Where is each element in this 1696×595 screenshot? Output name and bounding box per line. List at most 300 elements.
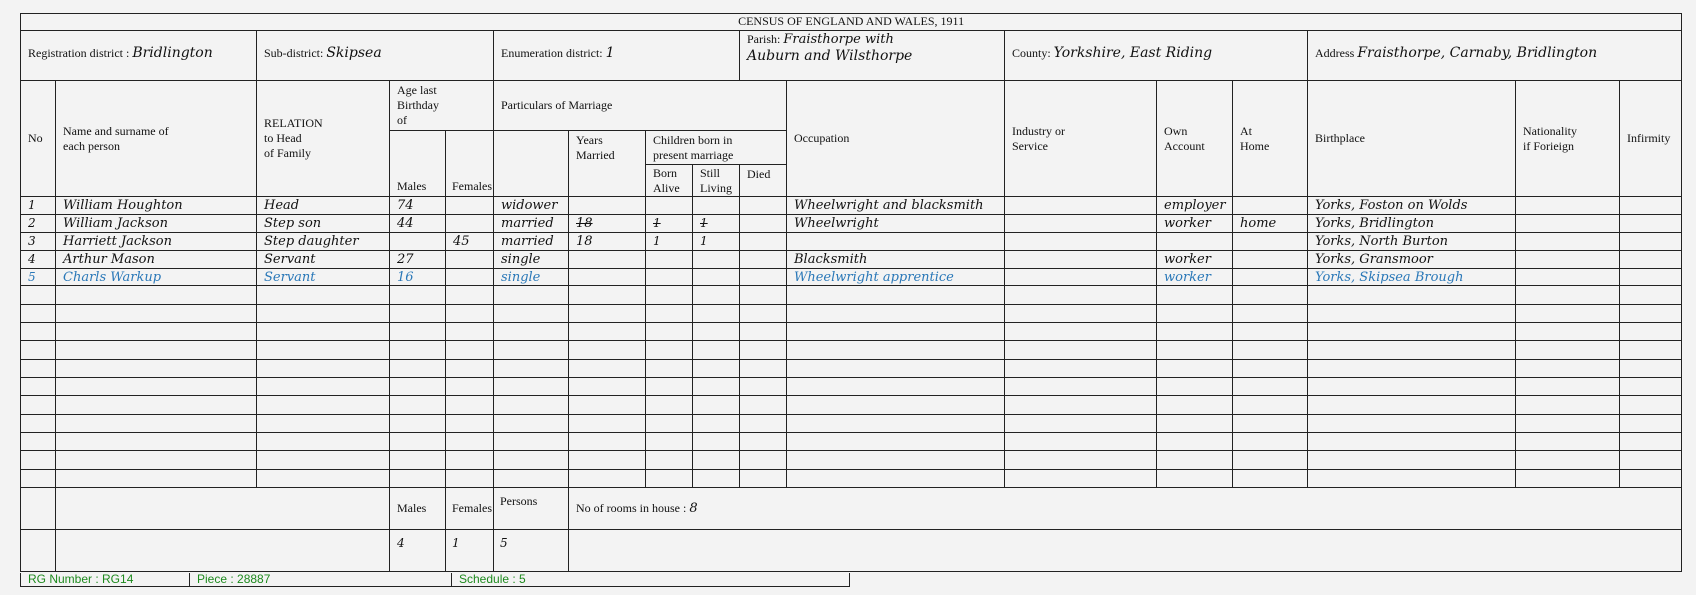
empty-cell [646, 341, 693, 359]
empty-cell [569, 451, 646, 469]
table-row [21, 250, 1682, 268]
empty-cell [1233, 414, 1308, 432]
cell-years-married: 18 [569, 215, 646, 233]
cell-female-age [446, 268, 494, 286]
cell-years-married [569, 250, 646, 268]
cell-birthplace: Yorks, Bridlington [1308, 215, 1516, 233]
empty-cell [257, 378, 390, 396]
empty-cell [1157, 451, 1233, 469]
cell-female-age [446, 215, 494, 233]
header-still-line2: Living [700, 180, 732, 195]
cell-died [740, 268, 787, 286]
empty-cell [1620, 304, 1682, 322]
empty-cell [390, 451, 446, 469]
cell-nationality [1516, 268, 1620, 286]
empty-cell [56, 469, 257, 487]
empty-cell [693, 451, 740, 469]
header-born-alive [646, 164, 693, 196]
cell-birthplace: Yorks, Skipsea Brough [1308, 268, 1516, 286]
empty-cell [21, 451, 56, 469]
empty-cell [1620, 286, 1682, 304]
cell-no: 3 [21, 233, 56, 251]
address-label: Address [1315, 45, 1355, 60]
header-nationality-line1: Nationality [1523, 123, 1577, 138]
cell-nationality [1516, 215, 1620, 233]
header-name [56, 81, 257, 197]
summary-males-label: Males [390, 488, 446, 530]
empty-cell [257, 304, 390, 322]
empty-cell [1157, 378, 1233, 396]
county-cell [1005, 30, 1308, 80]
empty-row [21, 396, 1682, 414]
cell-at-home [1233, 233, 1308, 251]
empty-cell [390, 323, 446, 341]
empty-cell [740, 414, 787, 432]
empty-cell [1620, 323, 1682, 341]
empty-cell [446, 433, 494, 451]
summary-males-value: 4 [390, 529, 446, 571]
empty-cell [1308, 433, 1516, 451]
cell-no: 4 [21, 250, 56, 268]
cell-occupation: Wheelwright and blacksmith [787, 197, 1005, 215]
sub-district-value: Skipsea [326, 44, 382, 61]
empty-row [21, 433, 1682, 451]
empty-cell [1005, 469, 1157, 487]
header-age [390, 81, 494, 131]
cell-at-home [1233, 250, 1308, 268]
empty-cell [390, 469, 446, 487]
empty-cell [1308, 304, 1516, 322]
empty-cell [646, 378, 693, 396]
empty-cell [1005, 341, 1157, 359]
empty-cell [1005, 286, 1157, 304]
summary-blank [56, 529, 390, 571]
summary-rooms-value: 8 [689, 501, 698, 516]
cell-nationality [1516, 233, 1620, 251]
empty-cell [257, 451, 390, 469]
cell-no: 2 [21, 215, 56, 233]
empty-cell [1005, 414, 1157, 432]
cell-relation: Servant [257, 250, 390, 268]
header-age-line1: Age last [397, 83, 437, 98]
empty-cell [569, 378, 646, 396]
cell-born-alive: 1 [646, 233, 693, 251]
empty-cell [1157, 433, 1233, 451]
empty-cell [446, 414, 494, 432]
empty-cell [390, 286, 446, 304]
rg-number: RG Number : RG14 [28, 572, 134, 586]
cell-industry [1005, 197, 1157, 215]
header-still-line1: Still [700, 165, 721, 180]
cell-at-home: home [1233, 215, 1308, 233]
empty-cell [446, 286, 494, 304]
empty-cell [646, 286, 693, 304]
cell-born-alive: 1 [646, 215, 693, 233]
empty-cell [787, 433, 1005, 451]
empty-row [21, 414, 1682, 432]
summary-row-labels [21, 488, 1682, 530]
summary-blank [569, 529, 1682, 571]
header-industry-line1: Industry or [1012, 123, 1065, 138]
empty-cell [1233, 433, 1308, 451]
cell-still-living: 1 [693, 233, 740, 251]
empty-cell [569, 341, 646, 359]
empty-cell [740, 469, 787, 487]
header-birthplace: Birthplace [1308, 81, 1516, 197]
empty-cell [646, 304, 693, 322]
header-born-line2: Alive [653, 180, 680, 195]
empty-cell [1233, 304, 1308, 322]
empty-cell [693, 396, 740, 414]
cell-infirmity [1620, 250, 1682, 268]
cell-own-account: employer [1157, 197, 1233, 215]
address-cell [1308, 30, 1682, 80]
empty-cell [1620, 469, 1682, 487]
empty-cell [56, 396, 257, 414]
census-form [20, 13, 1682, 572]
empty-cell [56, 304, 257, 322]
empty-cell [1308, 323, 1516, 341]
cell-birthplace: Yorks, North Burton [1308, 233, 1516, 251]
empty-cell [494, 469, 569, 487]
empty-row [21, 286, 1682, 304]
cell-condition: single [494, 268, 569, 286]
empty-cell [693, 378, 740, 396]
empty-cell [257, 341, 390, 359]
empty-cell [787, 378, 1005, 396]
empty-cell [257, 323, 390, 341]
header-died: Died [740, 164, 787, 196]
cell-died [740, 215, 787, 233]
county-label: County: [1012, 45, 1051, 60]
empty-cell [1157, 414, 1233, 432]
header-nationality [1516, 81, 1620, 197]
empty-cell [787, 451, 1005, 469]
empty-cell [1157, 286, 1233, 304]
cell-born-alive [646, 197, 693, 215]
empty-cell [740, 323, 787, 341]
empty-cell [1233, 359, 1308, 377]
empty-cell [1308, 341, 1516, 359]
empty-cell [646, 451, 693, 469]
cell-died [740, 197, 787, 215]
cell-industry [1005, 268, 1157, 286]
empty-cell [646, 359, 693, 377]
empty-cell [1516, 323, 1620, 341]
header-still-living [693, 164, 740, 196]
header-no: No [21, 81, 56, 197]
empty-cell [494, 323, 569, 341]
empty-cell [1516, 286, 1620, 304]
empty-cell [390, 359, 446, 377]
registration-district-label: Registration district : [28, 45, 130, 60]
empty-cell [740, 396, 787, 414]
empty-cell [1516, 433, 1620, 451]
registration-district-value: Bridlington [132, 44, 213, 61]
empty-cell [740, 341, 787, 359]
empty-cell [257, 286, 390, 304]
empty-cell [1005, 323, 1157, 341]
cell-female-age [446, 197, 494, 215]
summary-rooms-cell [569, 488, 1682, 530]
empty-cell [1005, 451, 1157, 469]
empty-cell [21, 378, 56, 396]
empty-cell [56, 341, 257, 359]
header-females: Females [446, 131, 494, 197]
cell-occupation: Wheelwright [787, 215, 1005, 233]
cell-own-account: worker [1157, 250, 1233, 268]
empty-cell [56, 414, 257, 432]
cell-male-age: 44 [390, 215, 446, 233]
empty-cell [1005, 359, 1157, 377]
parish-value-line1: Fraisthorpe with [783, 31, 894, 47]
empty-cell [1516, 378, 1620, 396]
empty-cell [56, 451, 257, 469]
empty-cell [390, 433, 446, 451]
empty-cell [257, 433, 390, 451]
empty-cell [693, 433, 740, 451]
cell-condition: widower [494, 197, 569, 215]
empty-cell [1157, 396, 1233, 414]
header-home-line1: At [1240, 123, 1252, 138]
cell-years-married [569, 197, 646, 215]
empty-cell [257, 359, 390, 377]
empty-cell [1620, 396, 1682, 414]
empty-cell [1233, 469, 1308, 487]
cell-occupation: Blacksmith [787, 250, 1005, 268]
empty-cell [787, 359, 1005, 377]
header-occupation: Occupation [787, 81, 1005, 197]
header-children-line2: present marriage [653, 147, 734, 162]
header-children-line1: Children born in [653, 132, 733, 147]
empty-cell [1005, 433, 1157, 451]
sub-district-cell [257, 30, 494, 80]
header-children [646, 131, 787, 165]
empty-cell [494, 396, 569, 414]
cell-condition: married [494, 233, 569, 251]
cell-own-account [1157, 233, 1233, 251]
empty-row [21, 323, 1682, 341]
cell-died [740, 250, 787, 268]
empty-cell [693, 286, 740, 304]
empty-cell [446, 323, 494, 341]
header-name-line1: Name and surname of [63, 123, 169, 138]
empty-cell [693, 414, 740, 432]
header-marriage: Particulars of Marriage [494, 81, 787, 131]
empty-cell [693, 469, 740, 487]
empty-cell [494, 414, 569, 432]
header-males: Males [390, 131, 446, 197]
cell-died [740, 233, 787, 251]
empty-cell [21, 359, 56, 377]
header-relation [257, 81, 390, 197]
empty-cell [21, 433, 56, 451]
empty-cell [1157, 341, 1233, 359]
empty-cell [1005, 378, 1157, 396]
table-row [21, 233, 1682, 251]
summary-blank [21, 488, 56, 530]
empty-cell [1308, 396, 1516, 414]
cell-own-account: worker [1157, 215, 1233, 233]
empty-row [21, 341, 1682, 359]
header-own-line1: Own [1164, 123, 1188, 138]
cell-years-married [569, 268, 646, 286]
header-industry-line2: Service [1012, 138, 1048, 153]
cell-male-age: 27 [390, 250, 446, 268]
empty-cell [1233, 451, 1308, 469]
empty-cell [693, 359, 740, 377]
empty-cell [21, 304, 56, 322]
header-nationality-line2: if Forieign [1523, 138, 1574, 153]
empty-cell [446, 451, 494, 469]
sub-district-label: Sub-district: [264, 45, 324, 60]
empty-cell [1233, 341, 1308, 359]
address-value: Fraisthorpe, Carnaby, Bridlington [1357, 44, 1598, 61]
empty-cell [494, 433, 569, 451]
empty-cell [740, 304, 787, 322]
empty-cell [569, 433, 646, 451]
empty-cell [740, 433, 787, 451]
empty-cell [1620, 451, 1682, 469]
empty-cell [1157, 304, 1233, 322]
census-title: CENSUS OF ENGLAND AND WALES, 1911 [21, 14, 1682, 31]
summary-blank [21, 529, 56, 571]
empty-cell [1308, 414, 1516, 432]
header-relation-line3: of Family [264, 146, 311, 161]
empty-cell [569, 286, 646, 304]
empty-cell [740, 286, 787, 304]
cell-industry [1005, 215, 1157, 233]
empty-cell [569, 396, 646, 414]
empty-cell [646, 396, 693, 414]
header-industry [1005, 81, 1157, 197]
empty-cell [1516, 304, 1620, 322]
cell-infirmity [1620, 215, 1682, 233]
cell-name: Harriett Jackson [56, 233, 257, 251]
empty-cell [494, 451, 569, 469]
cell-relation: Servant [257, 268, 390, 286]
empty-cell [21, 469, 56, 487]
empty-cell [494, 286, 569, 304]
cell-born-alive [646, 250, 693, 268]
empty-cell [787, 286, 1005, 304]
parish-label: Parish: [747, 31, 781, 46]
cell-no: 5 [21, 268, 56, 286]
empty-cell [494, 359, 569, 377]
cell-name: William Houghton [56, 197, 257, 215]
empty-cell [390, 341, 446, 359]
empty-cell [21, 414, 56, 432]
empty-cell [390, 414, 446, 432]
cell-still-living: 1 [693, 215, 740, 233]
cell-condition: single [494, 250, 569, 268]
table-row [21, 215, 1682, 233]
empty-cell [1620, 433, 1682, 451]
empty-cell [1516, 341, 1620, 359]
cell-infirmity [1620, 197, 1682, 215]
header-relation-line2: to Head [264, 131, 302, 146]
empty-cell [1233, 286, 1308, 304]
empty-cell [693, 304, 740, 322]
cell-relation: Step daughter [257, 233, 390, 251]
cell-birthplace: Yorks, Gransmoor [1308, 250, 1516, 268]
empty-cell [446, 396, 494, 414]
empty-cell [569, 469, 646, 487]
empty-cell [56, 433, 257, 451]
empty-cell [446, 469, 494, 487]
empty-cell [1308, 286, 1516, 304]
empty-cell [21, 323, 56, 341]
empty-cell [693, 341, 740, 359]
cell-female-age [446, 250, 494, 268]
cell-industry [1005, 250, 1157, 268]
empty-cell [446, 304, 494, 322]
empty-cell [569, 323, 646, 341]
empty-cell [257, 469, 390, 487]
enumeration-district-label: Enumeration district: [501, 45, 603, 60]
cell-infirmity [1620, 233, 1682, 251]
empty-cell [693, 323, 740, 341]
county-value: Yorkshire, East Riding [1053, 44, 1213, 61]
summary-persons-label: Persons [494, 488, 569, 530]
empty-cell [1308, 378, 1516, 396]
enumeration-district-cell [494, 30, 740, 80]
empty-cell [1157, 359, 1233, 377]
header-home-line2: Home [1240, 138, 1270, 153]
empty-cell [1233, 378, 1308, 396]
empty-cell [646, 433, 693, 451]
empty-cell [390, 378, 446, 396]
header-at-home [1233, 81, 1308, 197]
empty-cell [257, 414, 390, 432]
empty-cell [390, 396, 446, 414]
cell-still-living [693, 197, 740, 215]
empty-cell [1620, 378, 1682, 396]
empty-cell [494, 378, 569, 396]
empty-cell [21, 286, 56, 304]
empty-cell [569, 304, 646, 322]
header-born-line1: Born [653, 165, 677, 180]
header-own-account [1157, 81, 1233, 197]
header-years-married [569, 131, 646, 197]
empty-cell [740, 451, 787, 469]
cell-occupation [787, 233, 1005, 251]
piece-number: Piece : 28887 [189, 573, 451, 586]
empty-cell [1308, 451, 1516, 469]
cell-name: Charls Warkup [56, 268, 257, 286]
header-condition [494, 131, 569, 197]
table-row [21, 197, 1682, 215]
empty-row [21, 451, 1682, 469]
empty-cell [787, 304, 1005, 322]
cell-nationality [1516, 197, 1620, 215]
cell-own-account: worker [1157, 268, 1233, 286]
parish-cell [740, 30, 1005, 80]
cell-still-living [693, 250, 740, 268]
empty-cell [1005, 396, 1157, 414]
cell-male-age: 74 [390, 197, 446, 215]
cell-relation: Head [257, 197, 390, 215]
cell-name: William Jackson [56, 215, 257, 233]
registration-district-cell [21, 30, 257, 80]
empty-cell [390, 304, 446, 322]
cell-female-age: 45 [446, 233, 494, 251]
empty-cell [646, 414, 693, 432]
empty-cell [1516, 359, 1620, 377]
empty-cell [787, 414, 1005, 432]
empty-cell [1620, 359, 1682, 377]
header-relation-line1: RELATION [264, 116, 323, 131]
